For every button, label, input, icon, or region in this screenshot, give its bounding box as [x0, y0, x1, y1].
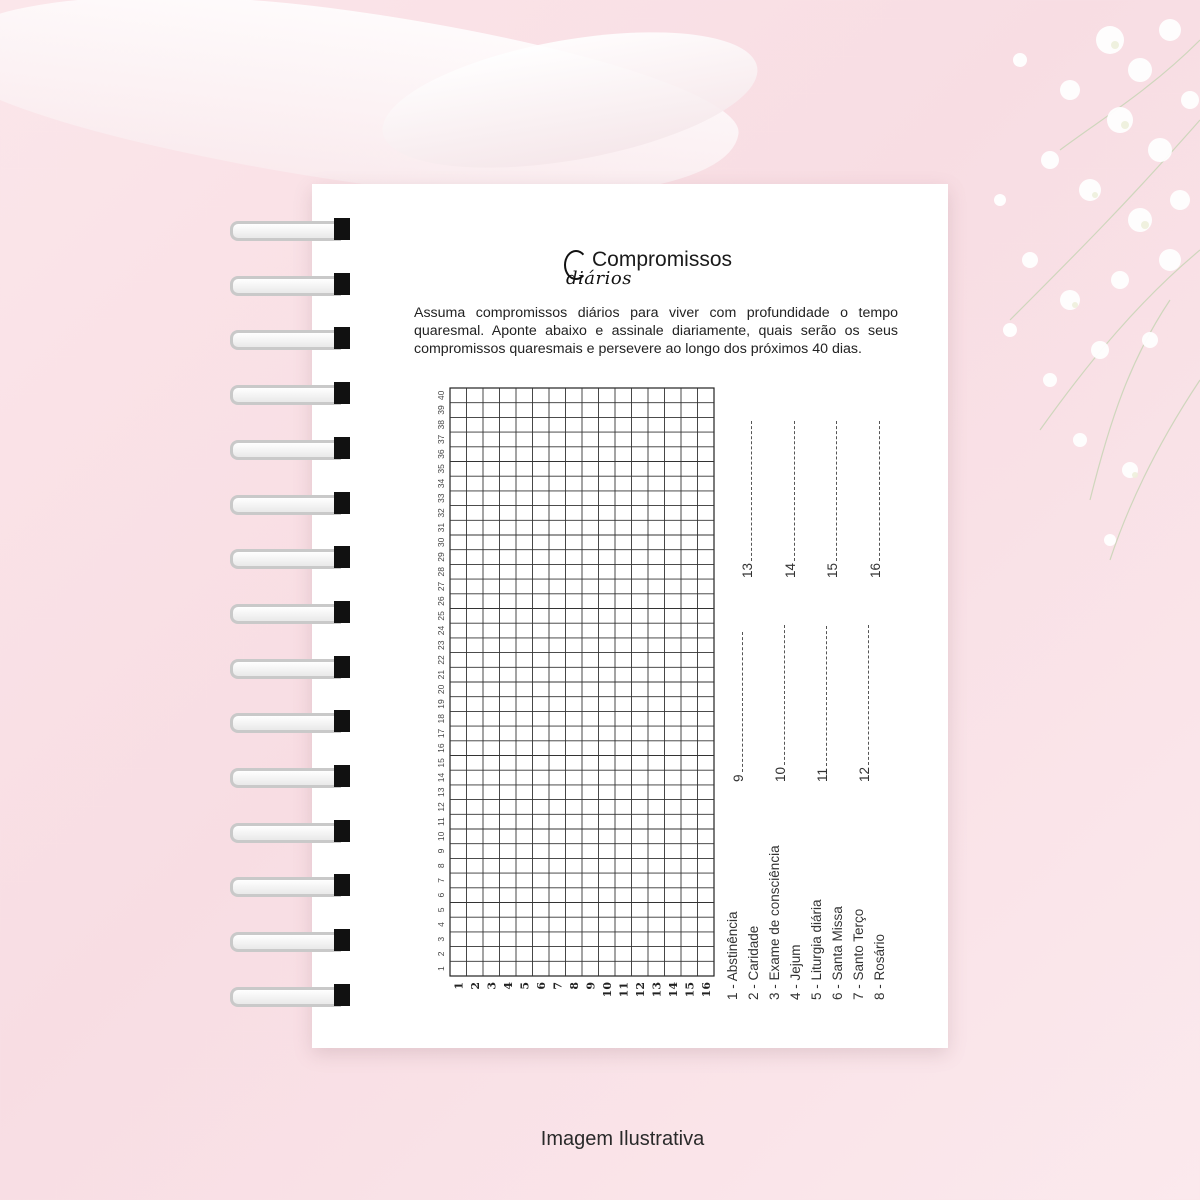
day-label: 10 [436, 831, 446, 842]
day-label: 17 [436, 728, 446, 739]
day-label: 12 [436, 802, 446, 812]
blank-commitment-line[interactable] [731, 632, 746, 782]
day-label: 33 [436, 493, 446, 503]
day-label: 16 [436, 743, 446, 753]
blank-commitment-line[interactable] [783, 421, 798, 578]
tracking-grid[interactable] [432, 386, 722, 1016]
commitment-item: 2 - Caridade [746, 925, 761, 1000]
spiral-ring [230, 437, 354, 461]
intro-paragraph: Assuma compromissos diários para viver com profundidade o tempo quaresmal. Aponte abaixo e assinale diariamente, quais serão os seus compromissos quaresmais e persevere ao longo dos próximos 40 dias. [414, 305, 898, 357]
blank-number: 9 [731, 774, 746, 782]
day-label: 29 [436, 552, 446, 562]
day-label: 40 [436, 390, 446, 401]
blank-line [732, 632, 743, 772]
day-label: 6 [436, 892, 446, 898]
spiral-ring [230, 546, 354, 570]
commitment-item: 1 - Abstinência [725, 911, 740, 1000]
blank-line [741, 421, 752, 561]
column-label: 1 [452, 982, 466, 990]
spiral-ring [230, 601, 354, 625]
day-label: 36 [436, 449, 446, 459]
blank-line [869, 421, 880, 561]
spiral-ring [230, 765, 354, 789]
day-label: 4 [436, 922, 446, 927]
title-script: diários [566, 268, 632, 289]
blank-commitment-line[interactable] [773, 625, 788, 782]
day-label: 38 [436, 420, 446, 430]
column-label: 14 [666, 982, 680, 998]
commitment-item: 8 - Rosário [872, 933, 887, 1000]
spiral-ring [230, 710, 354, 734]
spiral-ring [230, 929, 354, 953]
commitment-item: 6 - Santa Missa [830, 906, 845, 1000]
day-label: 39 [436, 405, 446, 415]
page-title [562, 246, 782, 296]
column-label: 6 [534, 982, 548, 990]
day-label: 15 [436, 758, 446, 768]
day-label: 28 [436, 567, 446, 577]
day-label: 2 [436, 951, 446, 957]
column-label: 11 [617, 982, 631, 998]
column-label: 9 [584, 982, 598, 990]
column-label: 2 [468, 982, 482, 990]
commitment-item: 4 - Jejum [788, 944, 803, 1000]
column-label: 10 [600, 982, 614, 998]
blank-line [784, 421, 795, 561]
day-label: 22 [436, 655, 446, 665]
day-label: 13 [436, 787, 446, 797]
blank-line [774, 625, 785, 765]
blank-number: 15 [825, 562, 840, 578]
day-label: 14 [436, 772, 446, 783]
title-main: Compromissos [592, 248, 733, 271]
blank-commitment-line[interactable] [815, 626, 830, 782]
blank-number: 12 [857, 766, 872, 782]
column-label: 5 [518, 982, 532, 990]
blank-commitment-line[interactable] [868, 421, 883, 578]
day-label: 11 [436, 817, 446, 827]
spiral-ring [230, 273, 354, 297]
blank-line [816, 626, 827, 766]
column-label: 13 [650, 982, 664, 998]
day-label: 30 [436, 537, 446, 548]
column-label: 7 [551, 982, 565, 990]
blank-number: 11 [815, 767, 830, 782]
day-label: 37 [436, 434, 446, 445]
spiral-ring [230, 492, 354, 516]
day-label: 8 [436, 863, 446, 869]
day-label: 9 [436, 848, 446, 854]
blank-number: 14 [783, 562, 798, 578]
commitment-item: 5 - Liturgia diária [809, 899, 824, 1000]
day-label: 20 [436, 684, 446, 695]
blank-number: 13 [740, 562, 755, 578]
blank-line [858, 625, 869, 765]
spiral-ring [230, 218, 354, 242]
blank-commitment-line[interactable] [825, 421, 840, 578]
column-label: 4 [501, 982, 515, 990]
day-label: 3 [436, 936, 446, 942]
day-label: 23 [436, 640, 446, 650]
day-label: 7 [436, 878, 446, 883]
blank-commitment-line[interactable] [740, 421, 755, 578]
day-label: 24 [436, 625, 446, 636]
spiral-ring [230, 656, 354, 680]
column-label: 3 [485, 982, 499, 990]
spiral-ring [230, 327, 354, 351]
spiral-binding [230, 0, 360, 1200]
day-label: 1 [436, 966, 446, 972]
spiral-ring [230, 820, 354, 844]
spiral-ring [230, 874, 354, 898]
commitment-list [725, 800, 905, 1000]
commitment-item: 3 - Exame de consciência [767, 845, 782, 1000]
column-label: 16 [699, 982, 713, 998]
day-label: 34 [436, 478, 446, 489]
day-label: 18 [436, 714, 446, 724]
day-label: 35 [436, 464, 446, 474]
caption: Imagem Ilustrativa [540, 1128, 705, 1150]
day-label: 32 [436, 508, 446, 518]
column-label: 8 [567, 982, 581, 990]
day-label: 31 [436, 522, 446, 533]
column-label: 12 [633, 982, 647, 998]
day-label: 27 [436, 581, 446, 592]
day-label: 19 [436, 699, 446, 709]
blank-line [826, 421, 837, 561]
day-label: 26 [436, 596, 446, 606]
day-label: 25 [436, 611, 446, 621]
spiral-ring [230, 984, 354, 1008]
commitment-item: 7 - Santo Terço [851, 908, 866, 1000]
blank-commitment-line[interactable] [857, 625, 872, 782]
day-label: 5 [436, 907, 446, 913]
blank-number: 10 [773, 766, 788, 782]
blank-number: 16 [868, 562, 883, 578]
spiral-ring [230, 382, 354, 406]
column-label: 15 [683, 982, 697, 998]
day-label: 21 [436, 669, 446, 680]
